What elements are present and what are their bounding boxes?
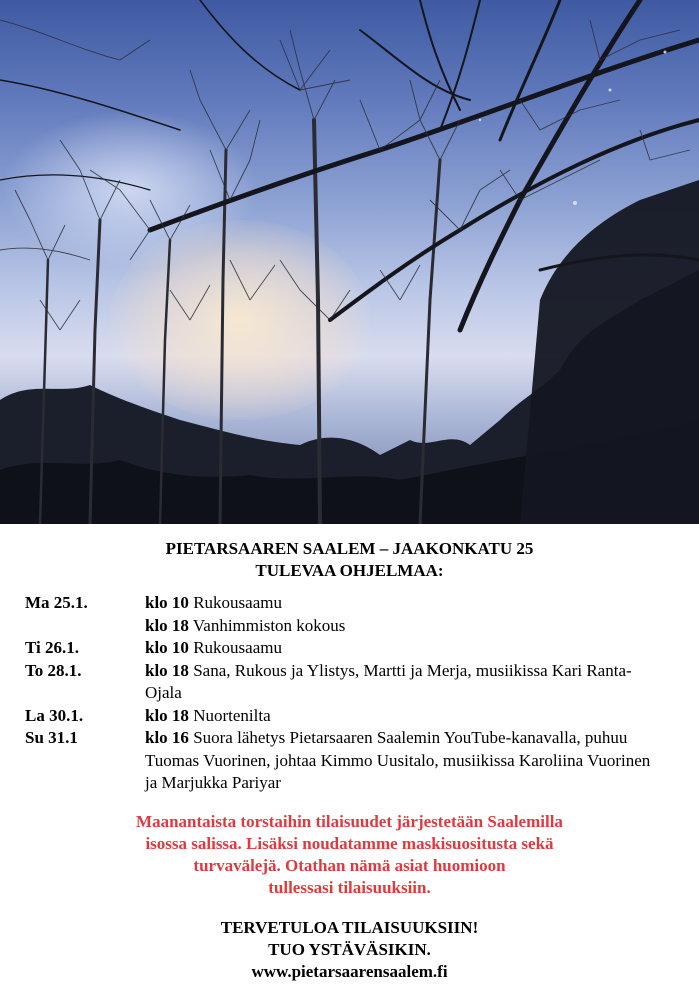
heading-line-1: PIETARSAAREN SAALEM – JAAKONKATU 25 — [165, 539, 534, 558]
schedule-text: Rukousaamu — [193, 593, 282, 612]
schedule-time: klo 18 — [145, 660, 189, 680]
schedule-day: Ti 26.1. — [25, 638, 80, 657]
notice-line-3: turvavälejä. Otathan nämä asiat huomioon — [193, 855, 506, 875]
footer — [0, 917, 699, 983]
schedule-row — [25, 705, 665, 728]
schedule-day: Su 31.1 — [25, 728, 78, 747]
schedule — [25, 592, 665, 795]
covid-notice — [0, 811, 699, 899]
notice-line-1: Maanantaista torstaihin tilaisuudet järjestetään Saalemilla — [136, 811, 563, 831]
schedule-entry — [145, 705, 665, 728]
schedule-day: Ma 25.1. — [25, 593, 88, 612]
schedule-text: Vanhimmiston kokous — [192, 615, 346, 635]
schedule-time: klo 10 — [145, 638, 189, 657]
welcome-text: TERVETULOA TILAISUUKSIIN! — [220, 917, 479, 937]
schedule-entry — [145, 727, 665, 795]
schedule-entry — [145, 592, 665, 615]
schedule-row — [25, 637, 665, 660]
schedule-time: klo 10 — [145, 593, 189, 612]
schedule-entry — [145, 615, 665, 638]
notice-line-4: tullessasi tilaisuuksiin. — [268, 877, 431, 897]
heading-line-2: TULEVAA OHJELMAA: — [255, 561, 444, 580]
schedule-text: Sana, Rukous ja Ylistys, Martti ja Merja, musiikissa Kari Ranta-Ojala — [145, 660, 632, 702]
schedule-time: klo 18 — [145, 705, 189, 725]
schedule-row — [25, 592, 665, 615]
schedule-text: Suora lähetys Pietarsaaren Saalemin YouTube-kanavalla, puhuu Tuomas Vuorinen, johtaa Kimmo Uusitalo, musiikissa Karoliina Vuorinen ja Marjukka Pariyar — [145, 728, 651, 792]
schedule-day: To 28.1. — [25, 660, 82, 680]
schedule-time: klo 18 — [145, 615, 189, 635]
schedule-entry — [145, 637, 665, 660]
schedule-entry — [145, 660, 665, 705]
heading — [0, 538, 699, 582]
schedule-text: Rukousaamu — [193, 638, 282, 657]
schedule-row — [25, 660, 665, 705]
bring-friend-text: TUO YSTÄVÄSIKIN. — [268, 939, 431, 959]
notice-line-2: isossa salissa. Lisäksi noudatamme maskisuositusta sekä — [145, 833, 554, 853]
schedule-day — [25, 615, 145, 638]
schedule-text: Nuortenilta — [193, 705, 271, 725]
announcement — [0, 524, 699, 983]
schedule-time: klo 16 — [145, 728, 189, 747]
website-url: www.pietarsaarensaalem.fi — [251, 961, 448, 981]
schedule-row — [25, 727, 665, 795]
schedule-day: La 30.1. — [25, 705, 84, 725]
schedule-row — [25, 615, 665, 638]
